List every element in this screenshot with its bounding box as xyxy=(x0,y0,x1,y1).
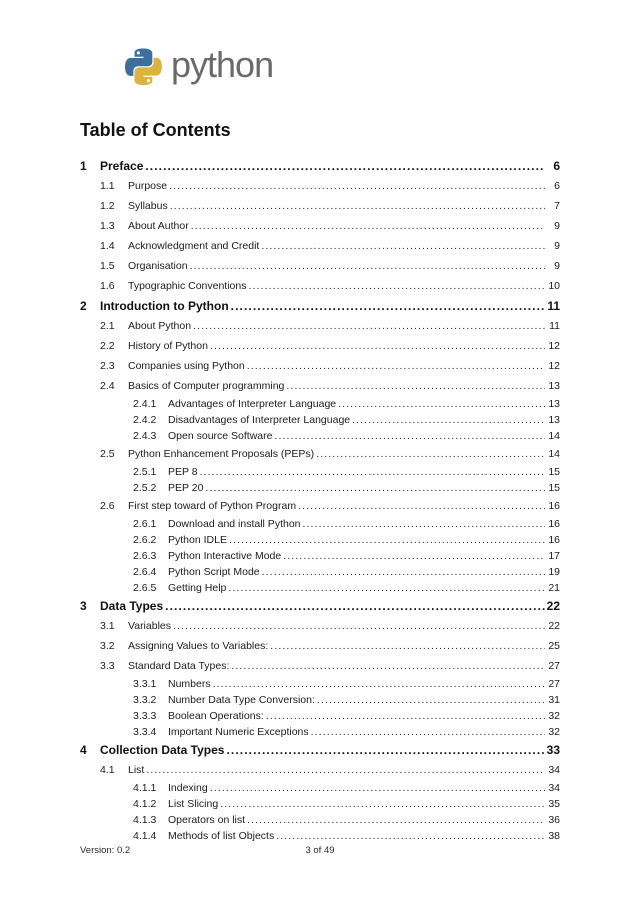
toc-leader-dots xyxy=(311,724,545,740)
toc-leader-dots xyxy=(276,828,545,844)
toc-entry-number: 2.3 xyxy=(100,360,115,372)
toc-entry-page: 32 xyxy=(548,726,560,738)
toc-entry-page: 27 xyxy=(548,660,560,672)
toc-entry-page: 14 xyxy=(548,430,560,442)
toc-entry xyxy=(80,812,560,828)
toc-leader-dots xyxy=(170,196,545,216)
toc-entry-title: History of Python xyxy=(128,340,208,352)
toc-leader-dots xyxy=(146,760,545,780)
toc-entry xyxy=(80,796,560,812)
toc-entry-number: 2.4 xyxy=(100,380,115,392)
python-logo-icon xyxy=(125,48,162,86)
toc-leader-dots xyxy=(190,256,545,276)
toc-entry-page: 16 xyxy=(548,518,560,530)
toc-entry xyxy=(80,616,560,636)
toc-entry-page: 31 xyxy=(548,694,560,706)
toc-leader-dots xyxy=(262,564,545,580)
toc-entry xyxy=(80,196,560,216)
python-wordmark: python xyxy=(171,44,274,85)
toc-entry-page: 34 xyxy=(548,764,560,776)
toc-entry-title: Typographic Conventions xyxy=(128,280,247,292)
toc-entry-title: Download and install Python xyxy=(168,518,301,530)
toc-entry-number: 3.3 xyxy=(100,660,115,672)
toc-entry-number: 2.6.2 xyxy=(133,534,157,546)
toc-entry-page: 36 xyxy=(548,814,560,826)
toc-entry-title: Important Numeric Exceptions xyxy=(168,726,309,738)
toc-entry xyxy=(80,444,560,464)
toc-entry xyxy=(80,376,560,396)
toc-entry-title: Numbers xyxy=(168,678,211,690)
toc-entry-page: 16 xyxy=(548,534,560,546)
toc-entry xyxy=(80,692,560,708)
toc-entry-title: Advantages of Interpreter Language xyxy=(168,398,337,410)
toc-entry-number: 3.3.4 xyxy=(133,726,157,738)
toc-leader-dots xyxy=(213,676,545,692)
toc-entry xyxy=(80,656,560,676)
toc-entry-number: 2.6.1 xyxy=(133,518,157,530)
toc-leader-dots xyxy=(298,496,545,516)
toc-leader-dots xyxy=(193,316,545,336)
toc-entry-title: About Author xyxy=(128,220,189,232)
toc-leader-dots xyxy=(210,336,545,356)
toc-entry-number: 2.4.3 xyxy=(133,430,157,442)
toc-entry-title: Purpose xyxy=(128,180,168,192)
toc-entry-title: Operators on list xyxy=(168,814,246,826)
toc-entry-number: 2.4.2 xyxy=(133,414,157,426)
toc-entry-title: First step toward of Python Program xyxy=(128,500,297,512)
toc-entry-number: 4.1.3 xyxy=(133,814,157,826)
toc-entry xyxy=(80,296,560,316)
toc-leader-dots xyxy=(145,156,545,176)
toc-entry xyxy=(80,828,560,844)
toc-entry-number: 1.2 xyxy=(100,200,115,212)
toc-entry xyxy=(80,516,560,532)
toc-entry-number: 1 xyxy=(80,159,87,173)
toc-entry-title: Introduction to Python xyxy=(100,299,229,313)
toc-entry-number: 3.3.1 xyxy=(133,678,157,690)
toc-entry-page: 16 xyxy=(548,500,560,512)
toc-entry-page: 27 xyxy=(548,678,560,690)
toc-entry-number: 1.6 xyxy=(100,280,115,292)
toc-entry-page: 14 xyxy=(548,448,560,460)
toc-entry-number: 1.4 xyxy=(100,240,115,252)
toc-entry-page: 9 xyxy=(554,240,560,252)
toc-entry-title: Getting Help xyxy=(168,582,227,594)
toc-entry-number: 1.5 xyxy=(100,260,115,272)
toc-entry-number: 2.6.5 xyxy=(133,582,157,594)
toc-leader-dots xyxy=(303,516,545,532)
toc-entry-page: 9 xyxy=(554,220,560,232)
toc-leader-dots xyxy=(210,780,545,796)
toc-entry-title: Basics of Computer programming xyxy=(128,380,285,392)
toc-entry-number: 2.2 xyxy=(100,340,115,352)
toc-leader-dots xyxy=(261,236,545,256)
toc-entry xyxy=(80,760,560,780)
toc-entry xyxy=(80,316,560,336)
toc-entry xyxy=(80,496,560,516)
footer-page-indicator: 3 of 49 xyxy=(305,845,335,856)
toc-entry-number: 2.4.1 xyxy=(133,398,157,410)
toc-entry-title: Disadvantages of Interpreter Language xyxy=(168,414,351,426)
toc-entry xyxy=(80,156,560,176)
toc-entry xyxy=(80,464,560,480)
toc-leader-dots xyxy=(173,616,545,636)
toc-entry-title: Companies using Python xyxy=(128,360,245,372)
toc-leader-dots xyxy=(266,708,545,724)
toc-entry xyxy=(80,596,560,616)
toc-entry xyxy=(80,176,560,196)
toc-entry-title: Boolean Operations: xyxy=(168,710,264,722)
toc-leader-dots xyxy=(200,464,545,480)
toc-entry-number: 2.6 xyxy=(100,500,115,512)
toc-entry-number: 3.1 xyxy=(100,620,115,632)
toc-entry-page: 33 xyxy=(546,743,560,757)
toc-entry-title: Data Types xyxy=(100,599,164,613)
toc-leader-dots xyxy=(270,636,545,656)
toc-leader-dots xyxy=(165,596,545,616)
toc-entry-page: 11 xyxy=(547,299,560,313)
toc-leader-dots xyxy=(274,428,545,444)
toc-leader-dots xyxy=(226,740,545,760)
toc-entry-page: 22 xyxy=(548,620,560,632)
toc-leader-dots xyxy=(249,276,546,296)
toc-leader-dots xyxy=(338,396,545,412)
toc-entry-number: 1.3 xyxy=(100,220,115,232)
toc-entry-number: 1.1 xyxy=(100,180,115,192)
toc-entry-title: PEP 20 xyxy=(168,482,204,494)
toc-entry xyxy=(80,532,560,548)
toc-leader-dots xyxy=(231,296,545,316)
toc-leader-dots xyxy=(205,480,545,496)
toc-leader-dots xyxy=(283,548,545,564)
toc-entry-number: 4.1 xyxy=(100,764,115,776)
toc-entry-title: Variables xyxy=(128,620,171,632)
toc-entry xyxy=(80,256,560,276)
toc-entry-title: Preface xyxy=(100,159,144,173)
toc-entry xyxy=(80,580,560,596)
toc-entry xyxy=(80,412,560,428)
toc-leader-dots xyxy=(316,444,545,464)
toc-entry-page: 9 xyxy=(554,260,560,272)
toc-entry xyxy=(80,336,560,356)
toc-entry-page: 13 xyxy=(548,380,560,392)
toc-entry-title: Python Script Mode xyxy=(168,566,260,578)
toc-entry xyxy=(80,676,560,692)
toc-entry xyxy=(80,276,560,296)
toc-leader-dots xyxy=(352,412,545,428)
toc-entry-title: Assigning Values to Variables: xyxy=(128,640,269,652)
toc-entry-number: 4.1.1 xyxy=(133,782,157,794)
toc-entry-title: Syllabus xyxy=(128,200,168,212)
toc-entry-number: 3.3.3 xyxy=(133,710,157,722)
footer-version: Version: 0.2 xyxy=(80,845,131,856)
page-title: Table of Contents xyxy=(80,120,231,140)
toc-entry-title: Open source Software xyxy=(168,430,273,442)
toc-leader-dots xyxy=(220,796,545,812)
toc-entry-title: Number Data Type Conversion: xyxy=(168,694,315,706)
toc-entry-number: 2.1 xyxy=(100,320,115,332)
toc-entry-page: 11 xyxy=(549,320,560,332)
toc-entry-page: 13 xyxy=(548,414,560,426)
toc-entry-number: 2 xyxy=(80,299,87,313)
toc-leader-dots xyxy=(231,656,545,676)
toc-list xyxy=(80,156,560,844)
toc-entry-title: List Slicing xyxy=(168,798,219,810)
toc-entry-page: 15 xyxy=(548,482,560,494)
toc-entry xyxy=(80,548,560,564)
toc-entry-number: 2.5.2 xyxy=(133,482,157,494)
toc-entry xyxy=(80,740,560,760)
toc-entry-title: Methods of list Objects xyxy=(168,830,275,842)
toc-leader-dots xyxy=(228,580,545,596)
toc-entry-page: 15 xyxy=(548,466,560,478)
toc-entry-title: Organisation xyxy=(128,260,188,272)
toc-entry-page: 12 xyxy=(548,340,560,352)
toc-entry-page: 21 xyxy=(548,582,560,594)
toc-entry-page: 6 xyxy=(554,180,560,192)
toc-entry-number: 3.3.2 xyxy=(133,694,157,706)
toc-entry-title: Python Interactive Mode xyxy=(168,550,282,562)
toc-leader-dots xyxy=(247,356,545,376)
toc-entry-title: Acknowledgment and Credit xyxy=(128,240,260,252)
toc-leader-dots xyxy=(169,176,545,196)
toc-entry-number: 4.1.4 xyxy=(133,830,157,842)
toc-entry-page: 35 xyxy=(548,798,560,810)
toc-entry-page: 17 xyxy=(548,550,560,562)
toc-entry-page: 38 xyxy=(548,830,560,842)
toc-leader-dots xyxy=(191,216,545,236)
toc-entry-number: 2.5 xyxy=(100,448,115,460)
toc-entry-number: 4 xyxy=(80,743,87,757)
toc-entry-title: Collection Data Types xyxy=(100,743,225,757)
toc-entry-page: 32 xyxy=(548,710,560,722)
toc-leader-dots xyxy=(229,532,545,548)
toc-leader-dots xyxy=(247,812,545,828)
toc-entry-page: 13 xyxy=(548,398,560,410)
toc-entry-number: 4.1.2 xyxy=(133,798,157,810)
toc-entry xyxy=(80,356,560,376)
toc-entry-page: 10 xyxy=(548,280,560,292)
toc-entry-number: 2.6.3 xyxy=(133,550,157,562)
toc-entry-title: List xyxy=(128,764,145,776)
toc-entry xyxy=(80,724,560,740)
toc-entry-page: 19 xyxy=(548,566,560,578)
toc-entry-page: 12 xyxy=(548,360,560,372)
toc-entry xyxy=(80,780,560,796)
toc-entry-title: PEP 8 xyxy=(168,466,198,478)
page-footer xyxy=(80,845,560,856)
toc-leader-dots xyxy=(317,692,545,708)
toc-entry xyxy=(80,564,560,580)
toc-entry-page: 7 xyxy=(554,200,560,212)
toc-entry-title: Python IDLE xyxy=(168,534,227,546)
toc-entry xyxy=(80,396,560,412)
toc-entry-number: 2.6.4 xyxy=(133,566,157,578)
toc-entry xyxy=(80,480,560,496)
toc-leader-dots xyxy=(286,376,545,396)
toc-entry-page: 34 xyxy=(548,782,560,794)
toc-entry xyxy=(80,708,560,724)
toc-entry-page: 25 xyxy=(548,640,560,652)
toc-entry-title: Python Enhancement Proposals (PEPs) xyxy=(128,448,315,460)
toc-entry-number: 3 xyxy=(80,599,87,613)
toc-entry xyxy=(80,636,560,656)
toc-entry xyxy=(80,216,560,236)
toc-entry-title: Indexing xyxy=(168,782,208,794)
toc-entry xyxy=(80,236,560,256)
toc-entry xyxy=(80,428,560,444)
toc-entry-page: 6 xyxy=(553,159,560,173)
toc-entry-number: 2.5.1 xyxy=(133,466,157,478)
toc-entry-title: About Python xyxy=(128,320,192,332)
toc-entry-title: Standard Data Types: xyxy=(128,660,230,672)
toc-entry-page: 22 xyxy=(546,599,560,613)
python-logo xyxy=(125,44,274,86)
toc-entry-number: 3.2 xyxy=(100,640,115,652)
